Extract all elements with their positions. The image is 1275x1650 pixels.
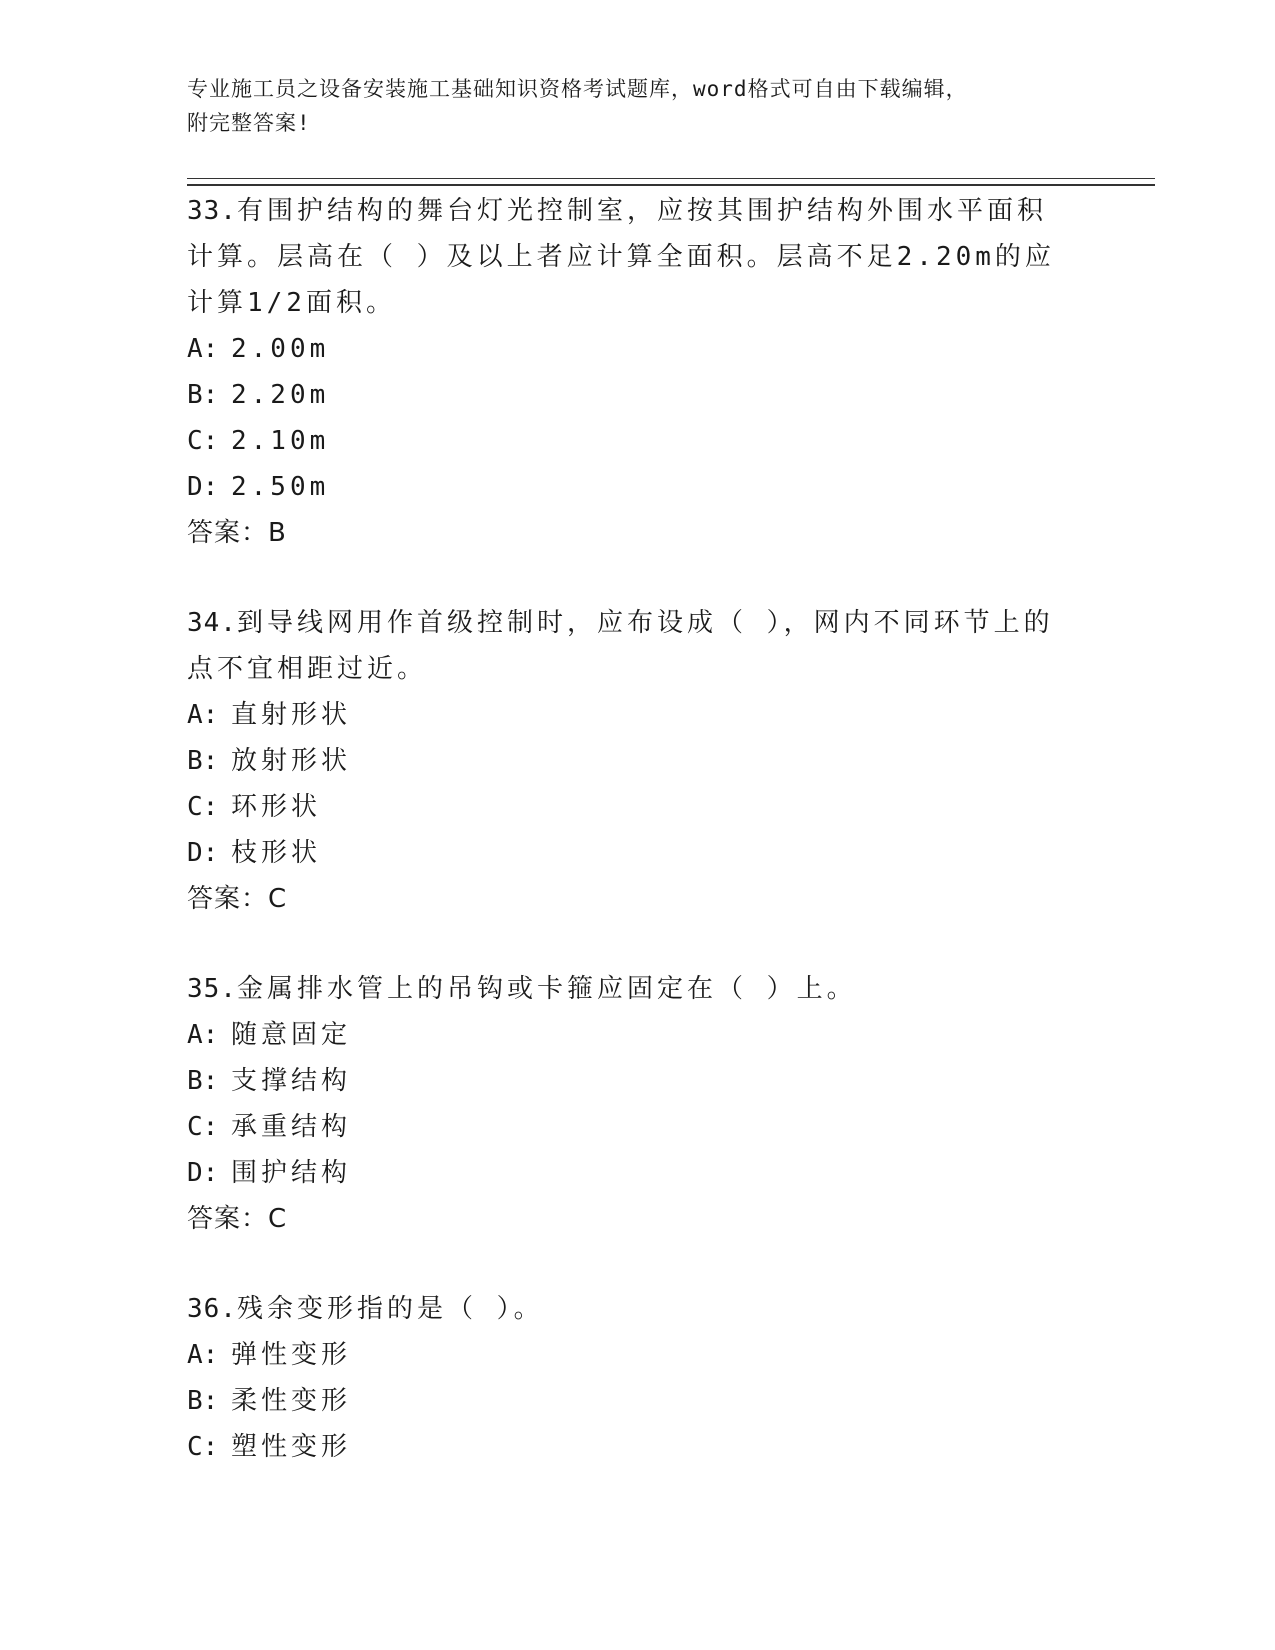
- header-line-2: 附完整答案!: [187, 111, 311, 135]
- option-b: [187, 372, 1067, 418]
- option-key: B:: [187, 1066, 219, 1096]
- document-header: [187, 72, 1087, 140]
- option-text: 2.20m: [231, 380, 330, 410]
- option-key: A:: [187, 1340, 219, 1370]
- option-text: 直射形状: [231, 700, 352, 730]
- option-b: [187, 1058, 1067, 1104]
- option-key: B:: [187, 746, 219, 776]
- option-d: [187, 464, 1067, 510]
- option-key: B:: [187, 1386, 219, 1416]
- answer-line: 答案：B: [187, 518, 287, 548]
- question-number: 35.: [187, 974, 237, 1004]
- option-a: [187, 692, 1067, 738]
- option-key: C:: [187, 426, 219, 456]
- option-text: 弹性变形: [231, 1340, 352, 1370]
- question-body: 残余变形指的是（ ）。: [236, 1294, 544, 1324]
- question-34: [187, 600, 1067, 922]
- option-text: 环形状: [231, 792, 322, 822]
- option-text: 承重结构: [231, 1112, 352, 1142]
- option-key: A:: [187, 334, 219, 364]
- question-body: 到导线网用作首级控制时，应布设成（ ），网内不同环节上的点不宜相距过近。: [187, 608, 1054, 684]
- question-33: [187, 188, 1067, 556]
- question-36: [187, 1286, 1067, 1470]
- question-text: [187, 1286, 1067, 1332]
- answer-line: 答案：C: [187, 884, 288, 914]
- option-key: C:: [187, 1432, 219, 1462]
- option-a: [187, 326, 1067, 372]
- option-text: 随意固定: [231, 1020, 352, 1050]
- option-key: C:: [187, 1112, 219, 1142]
- option-text: 围护结构: [231, 1158, 352, 1188]
- option-key: A:: [187, 1020, 219, 1050]
- question-body: 金属排水管上的吊钩或卡箍应固定在（ ）上。: [236, 974, 857, 1004]
- option-key: D:: [187, 1158, 219, 1188]
- option-a: [187, 1332, 1067, 1378]
- question-number: 33.: [187, 196, 237, 226]
- question-number: 36.: [187, 1294, 237, 1324]
- option-key: D:: [187, 838, 219, 868]
- option-b: [187, 738, 1067, 784]
- header-divider: [187, 178, 1155, 186]
- option-text: 塑性变形: [231, 1432, 352, 1462]
- question-number: 34.: [187, 608, 237, 638]
- header-line-1: 专业施工员之设备安装施工基础知识资格考试题库，word格式可自由下载编辑，: [187, 77, 968, 101]
- answer-line: 答案：C: [187, 1204, 288, 1234]
- option-text: 2.10m: [231, 426, 330, 456]
- question-text: [187, 966, 1067, 1012]
- option-c: [187, 1104, 1067, 1150]
- option-key: B:: [187, 380, 219, 410]
- question-35: [187, 966, 1067, 1242]
- option-key: D:: [187, 472, 219, 502]
- option-key: C:: [187, 792, 219, 822]
- option-text: 支撑结构: [231, 1066, 352, 1096]
- question-text: [187, 600, 1067, 692]
- option-a: [187, 1012, 1067, 1058]
- option-d: [187, 830, 1067, 876]
- question-body: 有围护结构的舞台灯光控制室，应按其围护结构外围水平面积计算。层高在（ ）及以上者应计算全面积。层高不足2.20m的应计算1/2面积。: [187, 196, 1055, 318]
- question-list: [187, 188, 1067, 1514]
- option-d: [187, 1150, 1067, 1196]
- option-c: [187, 418, 1067, 464]
- option-c: [187, 784, 1067, 830]
- option-text: 枝形状: [231, 838, 322, 868]
- option-b: [187, 1378, 1067, 1424]
- option-c: [187, 1424, 1067, 1470]
- option-key: A:: [187, 700, 219, 730]
- option-text: 2.50m: [231, 472, 330, 502]
- option-text: 柔性变形: [231, 1386, 352, 1416]
- question-text: [187, 188, 1067, 326]
- option-text: 2.00m: [231, 334, 330, 364]
- option-text: 放射形状: [231, 746, 352, 776]
